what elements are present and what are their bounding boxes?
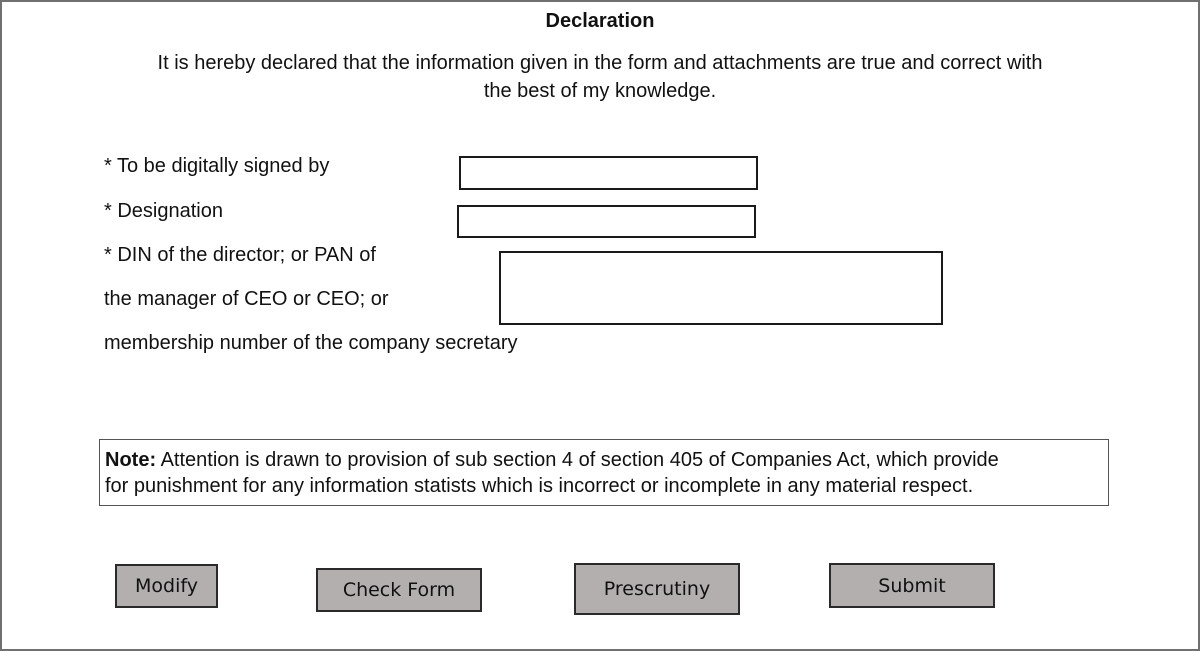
modify-button[interactable]: Modify: [115, 564, 218, 608]
note-line1-text: Attention is drawn to provision of sub section 4 of section 405 of Companies Act, which provide: [156, 449, 999, 471]
declaration-text-line2: the best of my knowledge.: [483, 80, 717, 102]
designation-label: * Designation: [104, 200, 223, 222]
signed-by-input[interactable]: [459, 156, 758, 190]
declaration-text-line1: It is hereby declared that the information given in the form and attachments are true and correct with: [157, 52, 1043, 74]
submit-button[interactable]: Submit: [829, 563, 995, 608]
signed-by-label: * To be digitally signed by: [104, 155, 330, 177]
note-box: [99, 439, 1109, 506]
designation-input[interactable]: [457, 205, 756, 238]
din-pan-label-line2: the manager of CEO or CEO; or: [104, 288, 389, 310]
din-pan-label-line3: membership number of the company secretary: [104, 332, 518, 354]
check-form-button[interactable]: Check Form: [316, 568, 482, 612]
din-pan-input[interactable]: [499, 251, 943, 325]
declaration-text: [92, 49, 1108, 105]
prescrutiny-button[interactable]: Prescrutiny: [574, 563, 740, 615]
page-title: Declaration: [545, 10, 655, 32]
din-pan-label-line1: * DIN of the director; or PAN of: [104, 244, 376, 266]
note-prefix: Note:: [105, 449, 157, 471]
note-line2: for punishment for any information statists which is incorrect or incomplete in any material respect.: [105, 475, 974, 497]
note-line1: [105, 447, 1103, 473]
